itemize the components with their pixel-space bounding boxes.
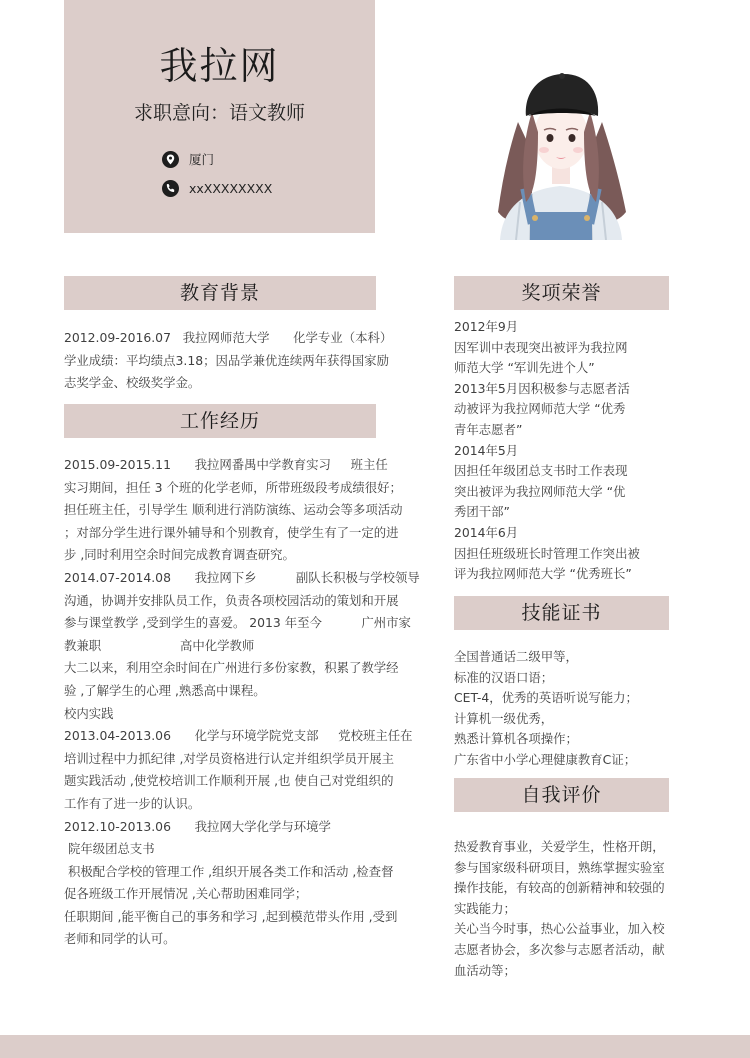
awards-line: 2014年6月 [454, 524, 519, 540]
job-intent: 求职意向：语文教师 [133, 102, 305, 124]
work-line: 院年级团总支书 [64, 841, 155, 857]
section-title-self-evaluation: 自我评价 [454, 778, 669, 812]
work-line: 2012.10-2013.06 我拉网大学化学与环境学 [64, 818, 331, 834]
self-evaluation-line: 参与国家级科研项目，熟练掌握实验室 [454, 859, 665, 875]
work-line: 验 ,了解学生的心理 ,熟悉高中课程。 [64, 682, 266, 698]
location-text: 厦门 [189, 152, 215, 167]
awards-line: 动被评为我拉网师范大学 “优秀 [454, 401, 626, 417]
phone-icon [162, 180, 179, 197]
awards-content [454, 317, 684, 585]
work-line: 2015.09-2015.11 我拉网番禺中学教育实习 班主任 [64, 457, 388, 472]
self-evaluation-line: 血活动等； [454, 962, 516, 978]
work-line: 大二以来，利用空余时间在广州进行多份家教，积累了教学经 [64, 660, 399, 676]
footer-bar [0, 1035, 750, 1058]
skills-line: 广东省中小学心理健康教育C证； [454, 751, 637, 767]
self-evaluation-line: 操作技能，有较高的创新精神和较强的 [454, 880, 665, 896]
section-title-education: 教育背景 [64, 276, 376, 310]
work-line: 工作有了进一步的认识。 [64, 795, 201, 811]
awards-line: 因担任班级班长时管理工作突出被 [454, 545, 640, 561]
work-line: 促各班级工作开展情况 ,关心帮助困难同学； [64, 886, 308, 902]
work-line: 教兼职 高中化学教师 [64, 637, 255, 653]
education-content [64, 327, 404, 395]
skills-line: 标准的汉语口语； [454, 669, 554, 685]
self-evaluation-line: 热爱教育事业，关爱学生，性格开朗， [454, 839, 665, 854]
education-line: 2012.09-2016.07 我拉网师范大学 化学专业（本科） [64, 330, 393, 345]
section-title-skills: 技能证书 [454, 596, 669, 630]
work-line: 沟通，协调并安排队员工作，负责各项校园活动的策划和开展 [64, 592, 399, 608]
phone-text: xxXXXXXXXX [189, 180, 273, 196]
skills-line: 计算机一级优秀， [454, 710, 554, 726]
phone-row [162, 178, 272, 198]
candidate-name: 我拉网 [159, 44, 280, 88]
work-line: 校内实践 [64, 705, 114, 721]
avatar-illustration [480, 62, 640, 240]
awards-line: 突出被评为我拉网师范大学 “优 [454, 483, 626, 499]
work-line: 实习期间，担任 3 个班的化学老师，所带班级段考成绩很好； [64, 479, 402, 495]
work-line: 老师和同学的认可。 [64, 931, 176, 947]
work-content [64, 454, 420, 951]
work-line: 步 ,同时利用空余时间完成教育调查研究。 [64, 547, 295, 563]
skills-content [454, 647, 684, 771]
awards-line: 青年志愿者” [454, 421, 523, 437]
awards-line: 2013年5月因积极参与志愿者活 [454, 380, 630, 396]
self-evaluation-line: 志愿者协会，多次参与志愿者活动，献 [454, 941, 665, 957]
header-block [64, 0, 375, 233]
education-line: 志奖学金、校级奖学金。 [64, 375, 201, 391]
education-line: 学业成绩：平均绩点3.18；因品学兼优连续两年获得国家励 [64, 352, 389, 368]
work-line: 任职期间 ,能平衡自己的事务和学习 ,起到模范带头作用 ,受到 [64, 908, 398, 924]
work-line: 担任班主任，引导学生 顺利进行消防演练、运动会等多项活动 [64, 502, 403, 518]
work-line: 参与课堂教学 ,受到学生的喜爱。 2013 年至今 广州市家 [64, 615, 411, 631]
awards-line: 师范大学 “军训先进个人” [454, 360, 595, 376]
section-title-awards: 奖项荣誉 [454, 276, 669, 310]
work-line: 题实践活动 ,使党校培训工作顺利开展 ,也 使自己对党组织的 [64, 773, 394, 789]
awards-line: 因担任年级团总支书时工作表现 [454, 463, 628, 479]
awards-line: 因军训中表现突出被评为我拉网 [454, 339, 628, 355]
skills-line: 熟悉计算机各项操作； [454, 731, 578, 747]
awards-line: 2012年9月 [454, 319, 519, 334]
awards-line: 秀团干部” [454, 504, 510, 520]
awards-line: 评为我拉网师范大学 “优秀班长” [454, 566, 632, 582]
self-evaluation-content [454, 837, 684, 981]
work-line: 积极配合学校的管理工作 ,组织开展各类工作和活动 ,检查督 [64, 863, 394, 879]
location-row [162, 149, 214, 169]
awards-line: 2014年5月 [454, 442, 519, 458]
work-line: 培训过程中力抓纪律 ,对学员资格进行认定并组织学员开展主 [64, 750, 395, 766]
work-line: 2013.04-2013.06 化学与环境学院党支部 党校班主任在 [64, 728, 413, 744]
skills-line: CET-4，优秀的英语听说写能力； [454, 690, 638, 706]
self-evaluation-line: 实践能力； [454, 900, 516, 916]
section-title-work: 工作经历 [64, 404, 376, 438]
skills-line: 全国普通话二级甲等， [454, 649, 578, 664]
location-pin-icon [162, 151, 179, 168]
self-evaluation-line: 关心当今时事，热心公益事业，加入校 [454, 921, 665, 937]
work-line: 2014.07-2014.08 我拉网下乡 副队长积极与学校领导 [64, 569, 420, 585]
work-line: ；对部分学生进行课外辅导和个别教育，使学生有了一定的进 [64, 524, 399, 540]
